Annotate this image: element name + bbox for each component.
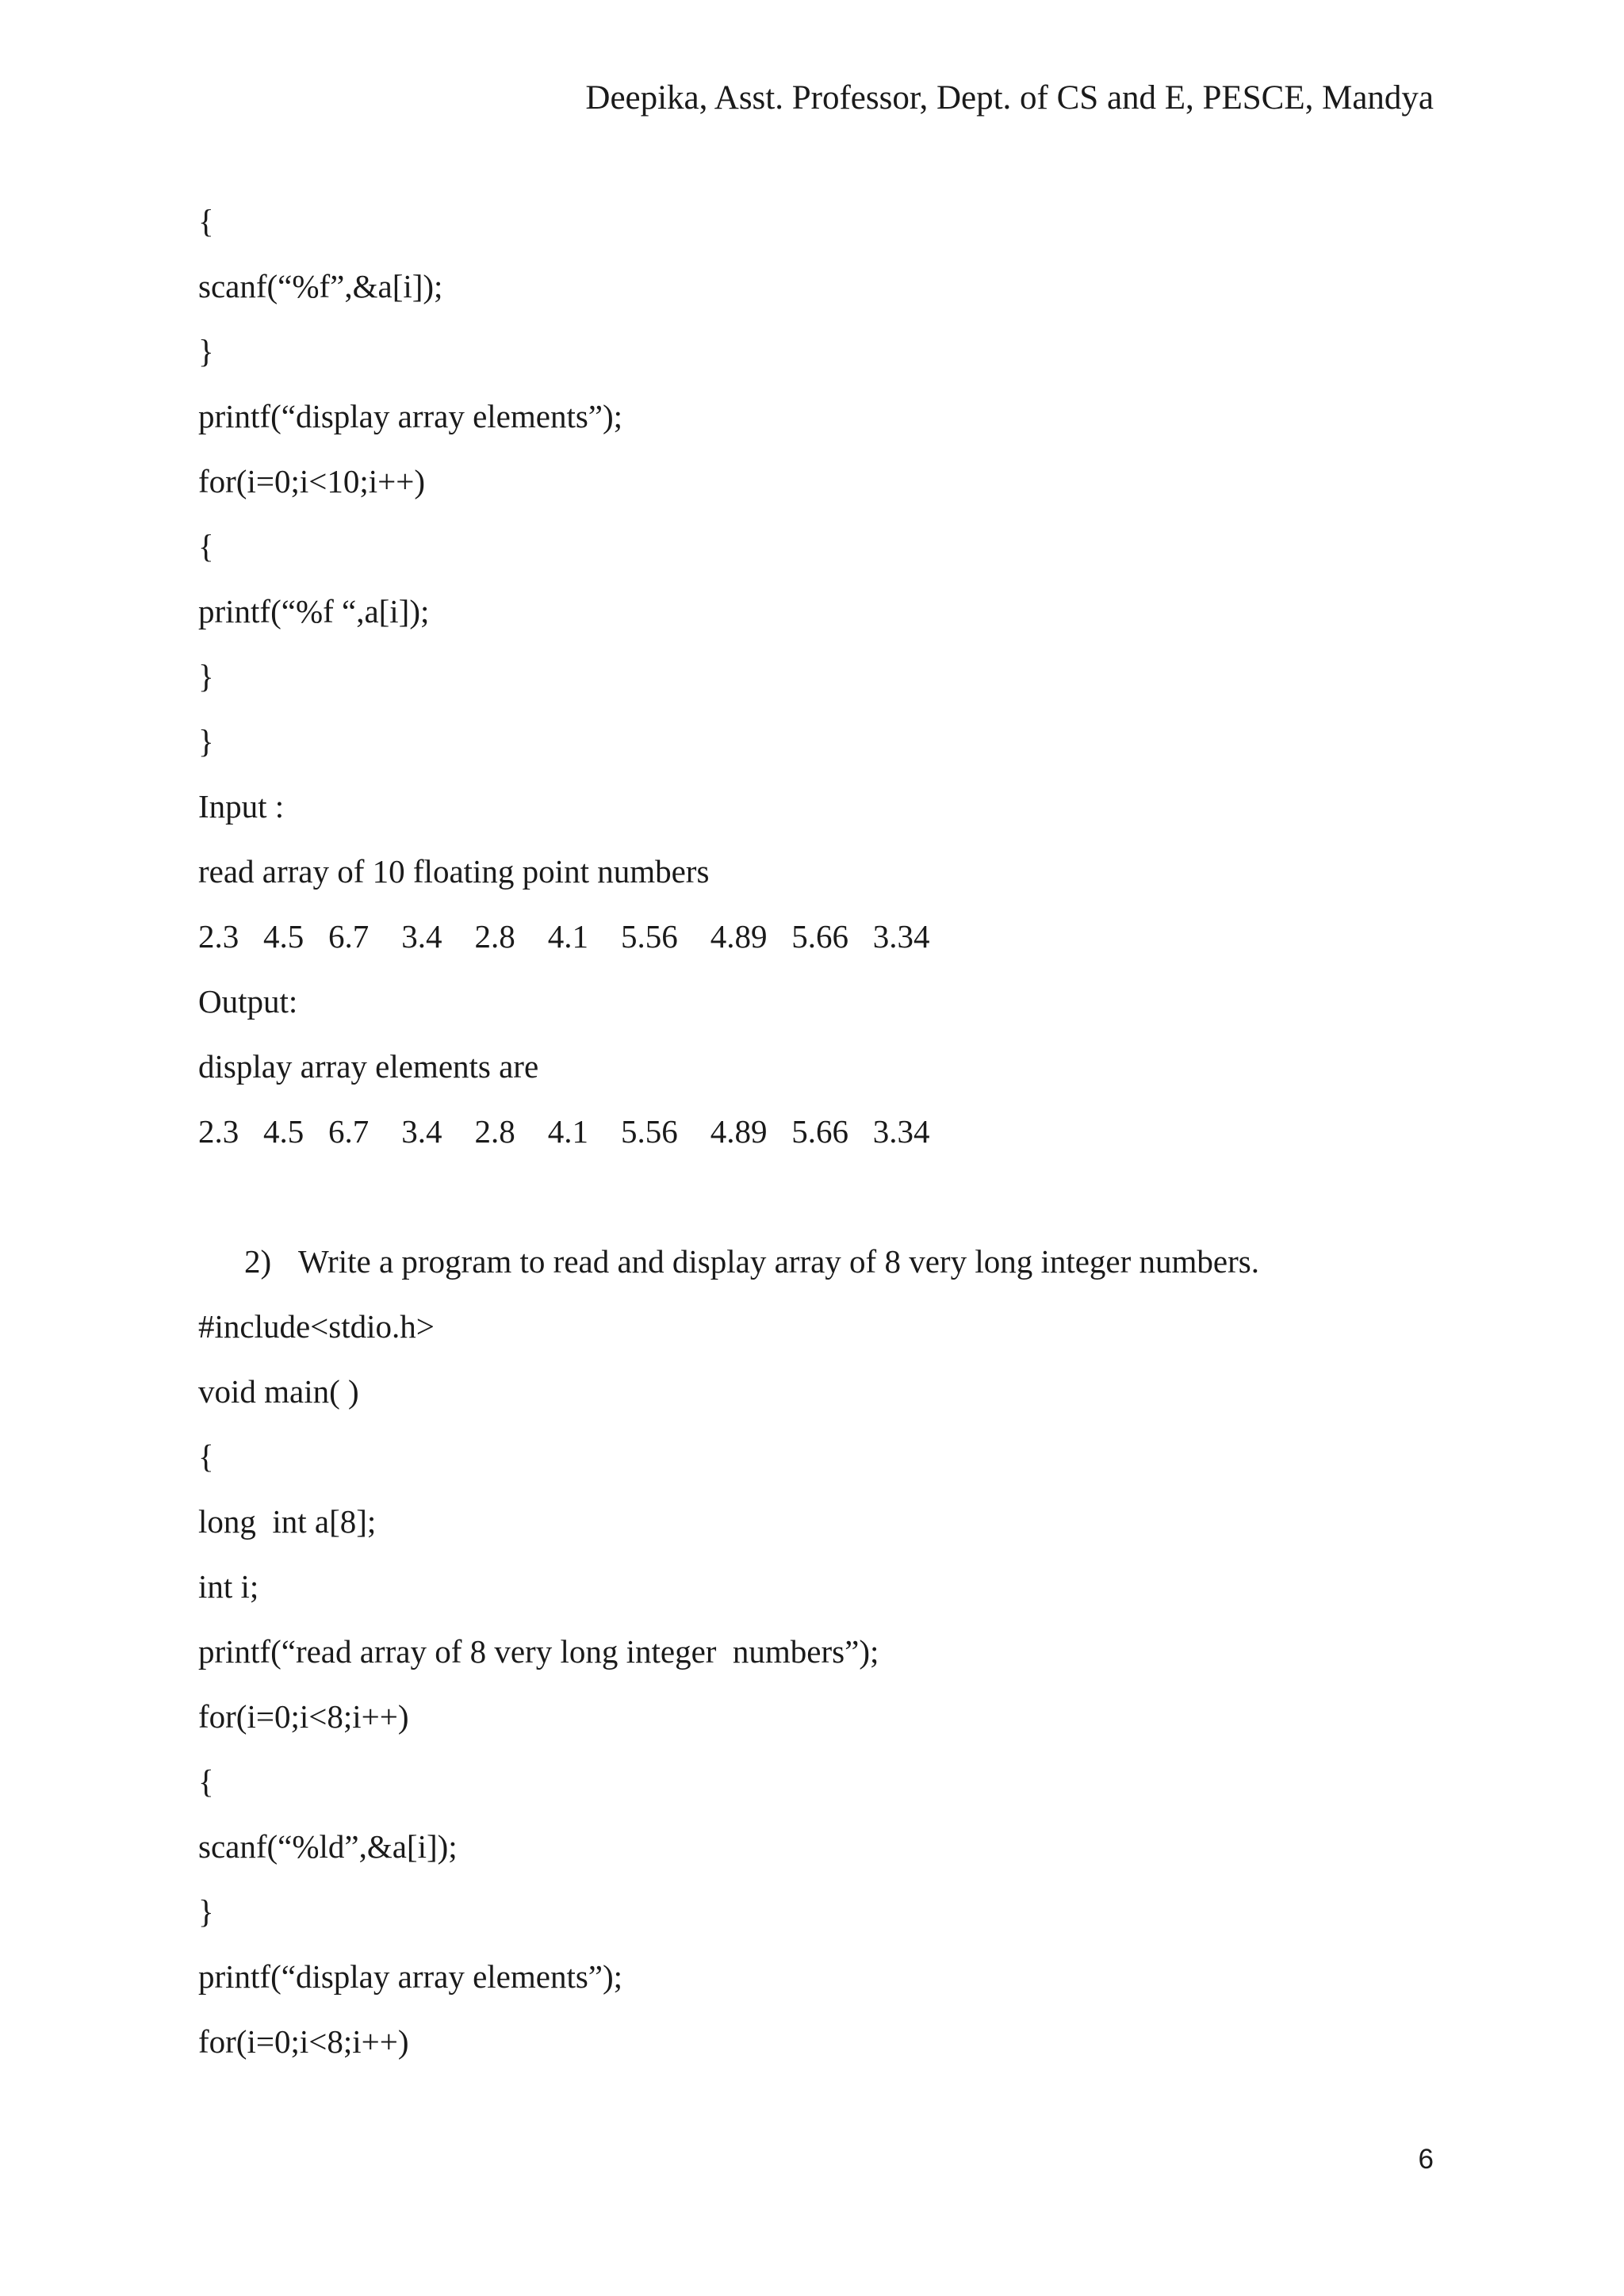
- code-line: printf(“%f “,a[i]);: [198, 593, 430, 629]
- code-line: scanf(“%ld”,&a[i]);: [198, 1828, 458, 1865]
- question-2: [244, 1239, 1259, 1284]
- code-line: {: [198, 528, 214, 564]
- output-values: 2.3 4.5 6.7 3.4 2.8 4.1 5.56 4.89 5.66 3.34: [198, 1113, 930, 1150]
- input-values: 2.3 4.5 6.7 3.4 2.8 4.1 5.56 4.89 5.66 3.34: [198, 918, 930, 955]
- code-line: scanf(“%f”,&a[i]);: [198, 268, 443, 304]
- code-line: long int a[8];: [198, 1503, 377, 1540]
- code-line: {: [198, 1763, 214, 1800]
- code-line: printf(“display array elements”);: [198, 398, 623, 434]
- input-label: Input :: [198, 788, 285, 825]
- code-line: printf(“display array elements”);: [198, 1958, 623, 1995]
- code-line: for(i=0;i<10;i++): [198, 463, 426, 499]
- code-line: {: [198, 203, 214, 239]
- code-line: printf(“read array of 8 very long integer numbers”);: [198, 1633, 879, 1670]
- output-label: Output:: [198, 983, 298, 1020]
- page-header-author: Deepika, Asst. Professor, Dept. of CS and E, PESCE, Mandya: [585, 79, 1434, 117]
- code-line: for(i=0;i<8;i++): [198, 2023, 409, 2060]
- question-number: 2): [244, 1243, 272, 1280]
- code-line: {: [198, 1438, 214, 1475]
- code-line: }: [198, 333, 214, 369]
- question-text: Write a program to read and display array of 8 very long integer numbers.: [298, 1243, 1259, 1280]
- code-line: }: [198, 723, 214, 760]
- code-line: int i;: [198, 1568, 259, 1605]
- code-line: #include<stdio.h>: [198, 1308, 435, 1345]
- code-line: for(i=0;i<8;i++): [198, 1698, 409, 1735]
- page-number: 6: [1418, 2144, 1434, 2175]
- code-line: }: [198, 1893, 214, 1930]
- output-description: display array elements are: [198, 1048, 539, 1085]
- code-line: void main( ): [198, 1373, 359, 1410]
- input-description: read array of 10 floating point numbers: [198, 853, 710, 890]
- code-line: }: [198, 658, 214, 695]
